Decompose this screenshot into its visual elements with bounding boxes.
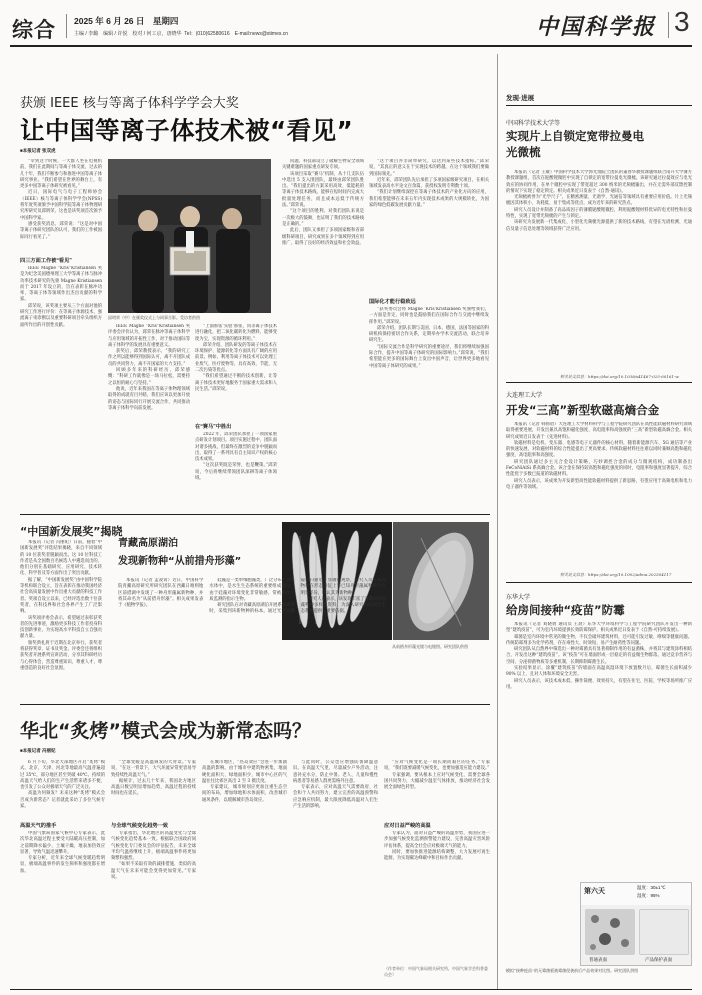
editor-line bbox=[74, 30, 288, 37]
award-photo-graphic bbox=[108, 159, 271, 313]
right-rule-1 bbox=[506, 382, 692, 383]
lead-byline: ■本报记者 张双虎 bbox=[20, 148, 56, 153]
lead-subhead-1: 四三方面工作被“看见” bbox=[20, 258, 72, 264]
mold-temp-label: 温度：30±1℃ bbox=[637, 885, 666, 890]
diatom-body: 本报讯（记者 孟凌霄）近日，中国科学院青藏高原研究所研究团队在西藏日喀则地区前措湖中发现了一种舟形藻属新物种，并将其命名为“从前措舟形藻”。相关成果发表于《植物学报》。 硅藻是一类单细胞藻类，广泛分布于各类水体中，是水生生态系统的重要组成部分。由于硅藻对环境变化非常敏感，常被用作水质监测的指示生物。 研究团队在对青藏高原湖泊开展系统调查时，采集到该新物种的标本。通过光学显微镜和扫描电子显微镜观察，研究人员发现该物种在形态特征上与已知舟形藻属物种存在明显差异，确认其为新物种。 研究人员表示，该发现丰富了青藏高原硅藻物种多样性资料，为深入研究高原湖泊生态系统提供了重要依据。 bbox=[118, 578, 386, 615]
lead-column-2: IEEE Magne “Kris”Kristiansen 奖评委会评价认为，邱荣在脉冲等离子体科学与应用领域的开拓性工作，对于推动国际等离子体科学的发展具有重要意义。 获奖后，邱荣教授表示，“我的研究工作之所以能够得到国际认可，离不开团队成员的共同努力，离不开国家的大力支持。” 回顾多年来的科研经历，邱荣感慨：“科研工作就像是一场马拉松，需要持之以恒的耐心与坚持。” 他说，近年来我国在等离子体物理领域取得的成就有目共睹，我们应该以更加开放的姿态与国际同行开展交流合作，共同推动等离子体科学向前发展。 bbox=[108, 324, 190, 411]
heat-column-4: 与此同时，公众也应增强防暑降温意识。在高温天气里，尽量减少户外活动，注意补充水分，防止中暑。老人、儿童和慢性病患者等易感人群更需格外注意。 专家表示，应对高温天气需要政府、社会和个人共同努力，建立完善的高温预警和应急响应机制，最大限度降低高温对人们生产生活的影响。 bbox=[293, 760, 378, 810]
lead-column-4: 问题，科技部设立了破解生物安全领域关键难题的国家重点研发专项。 该项目采取“赛马”机制，从十几支队伍中选出 5 支入围团队，最终由邱荣团队胜出。“我们提出的方案采用高效、低能耗的等离子体技术路线，能够在短时间内完成大批量处理任务，而且成本远低于传统方法。”邱荣说。 “这个项目的胜利，对我们团队来说是一次极大的鼓舞，也证明了我们的技术路线是正确的。” 此后，团队又承担了多项国家级和省部级科研项目，研究成果在多个领域得到应用推广，取得了良好的经济效益和社会效益。 bbox=[282, 159, 364, 246]
mid-bottom-rule bbox=[20, 704, 490, 705]
heat-byline: ■本报记者 冯丽妃 bbox=[20, 748, 56, 753]
mold-body: 本报讯（记者 刘晓倩 通讯员 王晨）东华大学环境科学与工程学院研究团队开发出一种新型“建筑疫苗”，可为室内环境提供长效防霉保护。相关成果近日发表于《自然-可持续发展》。 霉菌是室内环境中常见的微生物，不仅会破坏建筑材料，还可能引发过敏、哮喘等健康问题。传统防霉剂多为化学药剂，存在毒性大、时效短、易产生耐药性等问题。 研究团队从自然界中筛选出一种对霉菌具有显著抑制作用的有益菌株，并将其与建筑涂料相结合，开发出这种“建筑疫苗”。该“疫苗”可在墙面形成一层稳定的有益微生物群落，通过竞争营养与空间、分泌抑菌物质等多重机制，长期抑制霉菌生长。 实验结果显示，涂覆“建筑疫苗”的墙面在高温高湿环境下放置数月后，霉菌生长面积减少 90% 以上，且对人体和环境安全无害。 研究人员表示，该技术成本低、操作简便、效果持久，有望在住宅、医院、学校等场所推广应用。 bbox=[506, 622, 692, 690]
diatom-headline-1: 青藏高原湖泊 bbox=[118, 538, 178, 549]
lead-subhead-2: 在“赛马”中胜出 bbox=[195, 424, 232, 430]
diatom-sem-photo bbox=[393, 522, 489, 640]
heat-footnote: （作者单位：中国气象局相关研究所，中国气象学会科普委员会） bbox=[384, 966, 488, 977]
mold-spots bbox=[585, 909, 635, 955]
lead-column-3: “上面那张‘实验’那张，问等离子体技术进行融化，把二氧化碳转化为燃料，能够变废为宝，实现资源的循环利用。” 邱荣介绍，团队研发的等离子体技术在环境保护、能源转化等方面具有广阔的应用前景。例如，利用等离子体技术可以处理工业废气、医疗废物等，具有高效、节能、无二次污染等优点。 “我们希望通过不断的技术创新，让等离子体技术更好地服务于国家重大需求和人民生活。”邱荣说。 bbox=[195, 324, 277, 392]
heat-column-5b: 专家认为，面对日益严峻的高温形势，我国应进一步加强气候变化监测预警能力建设，完善高温灾害风险评估体系，提高全社会应对极端天气的能力。 同时，要加快推进能源结构调整，大力发展可再生能源，为实现碳达峰碳中和目标作出贡献。 bbox=[384, 831, 490, 862]
mold-plain-tag: 普通表面 bbox=[589, 957, 607, 962]
award-news-body: 本报讯（记者 冯丽妃）日前，随着“中国新发展奖”评选结果揭晓，来自不同领域的 10 位获奖者脱颖而出。这 10 位科技工作者是从全国数百名候选人中遴选而出的，他们分别在基础研究、应用研究、技术转化、科学普及等方面作出了突出贡献。 据了解，“中国新发展奖”由中国科学院等机构联合设立，旨在表彰在推动我国经济社会高质量发展中作出重大贡献的科技工作者。奖项自设立以来，已经评选出数十位获奖者，在科技界和社会各界产生了广泛影响。 该奖项评委会表示，希望通过表彰获奖者的先进事迹，激励更多科技工作者投身科技创新事业，为实现高水平科技自立自强贡献力量。 颁奖典礼将于近期在北京举行。获奖者将获得奖章、证书及奖金。评委会还将组织获奖者开展系列宣讲活动，分享其科研经历与心得体会，营造尊重知识、尊重人才、尊重创造的良好社会氛围。 bbox=[20, 540, 102, 671]
optics-doi: 相关论文信息：https://doi.org/10.1038/s41467-025-60161-w bbox=[560, 374, 679, 379]
masthead-rule bbox=[10, 45, 692, 47]
lead-bottom-rule bbox=[20, 514, 490, 515]
mold-source: 东华大学 bbox=[506, 595, 531, 601]
mold-treated-tag: 产品保护表面 bbox=[645, 957, 672, 962]
heat-column-1: 6 月下旬，华北大部地区开启“炙烤”模式。北京、天津、河北等地最高气温普遍超过 35℃，部分地区甚至突破 40℃。持续的高温天气给人们的生产生活带来诸多不便，也引发了公众对极端天气的广泛关注。 高温为何频发？未来这种“炙烤”模式会否成为新常态？记者就此采访了多位气候专家。 bbox=[20, 760, 105, 810]
masthead bbox=[0, 0, 702, 50]
diatom-caption: 从前措舟形藻光镜与电镜图。研究团队供图 bbox=[392, 644, 468, 649]
alloy-doi: 相关论文信息：https://doi.org/10.1002/adma.202504117 bbox=[560, 572, 672, 577]
mold-day-label: 第六天 bbox=[584, 888, 605, 895]
optics-source: 中国科学技术大学等 bbox=[506, 121, 561, 127]
heat-column-5: “应对气候变化是一项长期而艰巨的任务。”专家说，“我们既要减缓气候变化，也要加强适应能力建设。” 专家强调，要从根本上应对气候变化，需要全球各国共同努力，大幅减少温室气体排放，推动经济社会发展全面绿色转型。 bbox=[384, 760, 490, 791]
heat-column-2: “全球变暖是高温频发的大背景。”专家说，“在这一背景下，大气环流异常更容易导致持续性高温天气。” 据统计，过去几十年来，我国北方地区高温日数呈明显增加趋势，高温过程的持续时间也在延长。 bbox=[111, 760, 196, 797]
lead-subhead-3: 国际化才能行稳致远 bbox=[369, 299, 416, 305]
page-bottom-rule bbox=[10, 989, 692, 990]
lead-column-1b: IEEE Magne “Kris”Kristiansen 奖是为纪念美国德州理工大学等离子体与脉冲功率技术研究的先驱 Magne Kristiansen 而于 2017 年设立的，旨在表彰在脉冲功率、等离子体等领域作出杰出贡献的科学家。 邱荣说，该奖项主要从三个方面对他的研究工作进行评价：在等离子体源技术、强流离子束诊断以及重要科研项目牵头组织方面所作出的开创性贡献。 bbox=[20, 266, 102, 328]
diatom-sem-graphic bbox=[393, 522, 489, 640]
issue-date: 2025 年 6 月 26 日 星期四 bbox=[74, 16, 179, 26]
mold-sample-treated bbox=[639, 909, 689, 955]
mold-photo bbox=[580, 882, 692, 966]
alloy-source: 大连理工大学 bbox=[506, 393, 543, 399]
optics-body: 本报讯（记者 王敏）中国科学技术大学郭光灿院士团队的董春华教授课题组联合南开大学薄方教授课题组，首次在铌酸锂微腔中实现了自锁定的宽带拉曼电光微梳。该研究通过拉曼效应与电光效应的协同作用，在单个微腔中实现了带宽超过 300 纳米的光频梳输出，并在无需外部反馈控制的情况下实现了稳定锁定。相关成果近日发表于《自然-通讯》。 光频梳被誉为“光学尺子”，在精密测量、光谱学、光通信等领域具有重要应用价值。片上光频梳因其体积小、功耗低、易于集成等优点，成为近年来的研究热点。 研究人员设计并制备了高品质因子的薄膜铌酸锂微腔，利用铌酸锂材料优异的电光特性和拉曼特性，实现了宽带光频梳的产生与锁定。 该研究为发展新一代集成化、小型化光频梳光源提供了新的技术路线，有望在光谱检测、光通信及量子信息处理等领域获得广泛应用。 bbox=[506, 170, 692, 232]
heat-column-2b: 专家指出，华北地区的高温变化与全球气候变化趋势基本一致。根据联合国政府间气候变化专门委员会的评估报告，未来全球平均气温将继续上升，极端高温事件将更加频繁和强烈。 “如果不采取有效的减排措施，类似的高温天气在未来可能会变得更加常见。”专家说。 bbox=[111, 831, 196, 881]
heat-subhead-2: 与全球气候变化趋势一致 bbox=[111, 823, 169, 829]
editors: 主编 / 李璐 编辑 / 许悦 校对 / 何工京，唐晓华 bbox=[74, 31, 182, 37]
mold-humidity-label: 湿度：95% bbox=[637, 893, 660, 898]
mold-headline: 给房间接种“疫苗”防霉 bbox=[506, 603, 625, 617]
page-number: 3 bbox=[674, 6, 690, 37]
logo-divider bbox=[668, 12, 669, 38]
heat-headline: 华北“炙烤”模式会成为新常态吗？ bbox=[20, 720, 311, 742]
discovery-label bbox=[506, 92, 692, 106]
alloy-body: 本报讯（记者 韩扬眉）大连理工大学材料科学与工程学院研究团队在高性能软磁材料研究领域取得重要进展，开发出兼具高饱和磁化强度、高电阻率和高强度的“三高”新型软磁高熵合金。相关研究成果近日发表于《先进材料》。 软磁材料是电机、变压器、电感等电子元器件的核心材料，随着新能源汽车、5G 通信等产业的快速发展，对软磁材料的综合性能提出了更高要求。传统软磁材料往往难以同时兼顾高饱和磁化强度、高电阻率和高强度。 研究团队通过多主元合金设计策略，巧妙调控合金的成分与微观结构，成功制备出 FeCoNiAlSi 系高熵合金。该合金在保持较高饱和磁化强度的同时，电阻率和强度显著提升，综合性能优于多数已报道的软磁材料。 研究人员表示，该成果为开发新型高性能软磁材料提供了新思路，有望应用于高频电机和电力电子器件等领域。 bbox=[506, 422, 692, 490]
section-label: 综合 bbox=[12, 19, 56, 42]
award-photo-caption: 邱明荣（中）在颁奖仪式上与同事合影。受访者供图 bbox=[108, 315, 200, 320]
heat-subhead-1: 高温天气的推手 bbox=[20, 823, 57, 829]
mold-photo-caption: 模拟“接种疫苗”的无霉菌板被霉菌侵袭前后产品效果对比图。研究团队供图 bbox=[506, 968, 639, 973]
award-photo bbox=[108, 159, 271, 313]
lead-column-1: “幸到这个时候，一大群人坐在电视机前，我们在此期间与等离子体交流，过去的几十年，我们不断参与和推进中国等离子体研究事业。“我们希望在世界的舞台上，有更多中国等离子体研究被看见。” 近日，国际电气与电子工程师协会（IEEE）核与等离子体科学学会(NPSS)将年度奖项颁予中国科学院等离子体物理研究所研究员邱明荣，这也是该奖项首次颁予中国科学家。 感受获奖消息，邱荣说：“这是对中国等离子体研究团队的认可，我们的工作被国际同行看见了。” bbox=[20, 159, 102, 240]
heat-column-3: 在城市地区，“热岛效应”会进一步加剧高温的影响。由于城市中建筑物密集、地面硬化面积大、绿地面积少，城市中心区的气温往往比郊区高出 2 至 3 摄氏度。 专家建议，城市规划应更加注重生态空间的布局，增加绿地和水体面积，改善城市通风条件，以缓解城市热岛效应。 bbox=[202, 760, 287, 803]
award-news-headline: “中国新发展奖”揭晓 bbox=[20, 525, 123, 538]
heat-subhead-3: 应对日益严峻的高温 bbox=[384, 823, 431, 829]
diatom-headline-2: 发现新物种“从前措舟形藻” bbox=[118, 556, 242, 567]
lead-column-3b: 2022 年，邱荣团队承担了一项国家重点研发计划项目。项目实施过程中，团队面对诸多挑战，但最终在激烈的竞争中脱颖而出，取得了一系列具有自主知识产权的核心技术成果。 “这次获奖既是荣誉，也是鞭策。”邱荣说，今后将继续带领团队深耕等离子体领域。 bbox=[195, 432, 277, 482]
lead-headline: 让中国等离子体技术被“看见” bbox=[20, 116, 354, 145]
contact: Tel：(010)62580616 E-mail:news@stimes.cn bbox=[184, 31, 289, 37]
heat-column-1b: 中国气象局国家气候中心专家表示，此次华北高温过程主要受大陆暖高压控制，加之前期降水偏少，土壤干燥，地表加热效应显著，导致气温迅速攀升。 专家分析，近年来全球气候变暖趋势明显，极端高温事件的发生频率和强度都在增加。 bbox=[20, 831, 105, 874]
paper-logo: 中国科学报 bbox=[536, 14, 657, 40]
lead-kicker: 获颁 IEEE 核与等离子体科学学会大奖 bbox=[20, 96, 239, 111]
optics-headline: 实现片上自锁定宽带拉曼电光微梳 bbox=[506, 129, 644, 159]
alloy-headline: 开发“三高”新型软磁高熵合金 bbox=[506, 403, 660, 417]
right-rule-2 bbox=[506, 582, 692, 583]
right-column-divider bbox=[497, 54, 498, 989]
lead-column-5: “这个项目并非简单研究，以达到某些技术指标。”邱荣说，“其真正的意义在于实现技术的跨越，在这个领域我们要做到国际领先。” 近年来，邱荣团队先后承担了多项国家级研究项目，在相关领域发表高水平论文百余篇，获授权发明专利数十项。 “我们计划继续深挖在等离子体技术的产业化方向的应用，我们希望能够在未来五年内实现技术成果的大规模转化，为国家的绿色低碳发展贡献力量。” bbox=[369, 159, 489, 209]
lead-column-5b: “获奖委员会将 Magne ‘Kris’Kristiansen 奖颁给我们，一方面是肯定，同时也是鼓励我们在国际合作与交流中继续发挥作用。”邱荣说。 邱荣介绍，团队长期与美国、日本、德国、法国等国家的科研机构保持密切合作关系，定期举办学术交流活动，联合培养研究生。 “国际交流合作是科学研究的重要途径，我们将继续加强国际合作，提升中国等离子体研究的国际影响力。”邱荣说，“我们希望能在更多的国际舞台上发出中国声音，让世界更多地看见中国等离子体研究的成果。” bbox=[369, 307, 489, 369]
masthead-divider bbox=[66, 14, 67, 38]
discovery-label-text: 发现·进展 bbox=[506, 95, 535, 102]
